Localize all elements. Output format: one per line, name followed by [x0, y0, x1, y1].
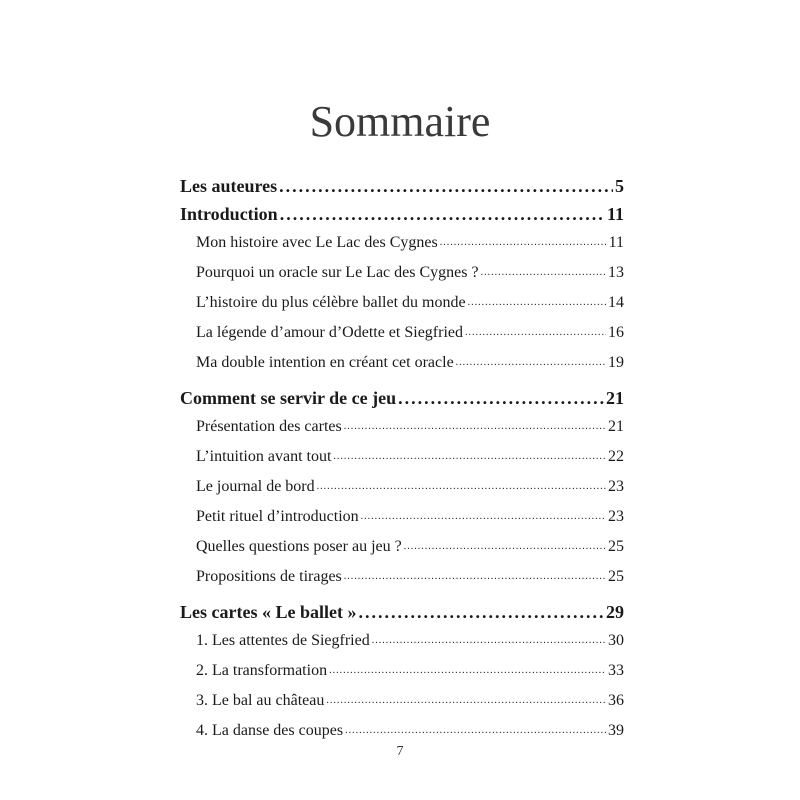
toc-entry-page: 16 — [608, 324, 624, 341]
dot-leader — [398, 384, 604, 412]
toc-entry-page: 22 — [608, 448, 624, 465]
table-of-contents — [180, 172, 624, 746]
dot-leader — [280, 200, 605, 228]
toc-entry-sub[interactable] — [180, 442, 624, 472]
dot-leader — [344, 562, 606, 592]
toc-entry-page: 5 — [615, 176, 624, 196]
toc-entry-sub[interactable] — [180, 686, 624, 716]
toc-entry-page: 36 — [608, 692, 624, 709]
toc-entry-sub[interactable] — [180, 532, 624, 562]
dot-leader — [326, 686, 606, 716]
dot-leader — [372, 626, 606, 656]
dot-leader — [333, 442, 606, 472]
toc-entry-sub[interactable] — [180, 318, 624, 348]
toc-entry-sub[interactable] — [180, 562, 624, 592]
toc-entry-page: 23 — [608, 508, 624, 525]
toc-entry-sub[interactable] — [180, 502, 624, 532]
toc-entry-label: Ma double intention en créant cet oracle — [196, 354, 454, 371]
toc-entry-label: 4. La danse des coupes — [196, 722, 344, 739]
dot-leader — [345, 716, 606, 746]
toc-entry-label: 2. La transformation — [196, 662, 328, 679]
toc-entry-label: La légende d’amour d’Odette et Siegfried — [196, 324, 463, 341]
toc-entry-page: 21 — [608, 418, 624, 435]
toc-entry-page: 29 — [606, 602, 624, 622]
toc-entry-page: 23 — [608, 478, 624, 495]
page-number: 7 — [396, 744, 404, 759]
toc-entry-sub[interactable] — [180, 626, 624, 656]
toc-entry-sub[interactable] — [180, 348, 624, 378]
toc-entry-sub[interactable] — [180, 288, 624, 318]
toc-entry-label: Petit rituel d’introduction — [196, 508, 359, 525]
toc-entry-label: Introduction — [180, 204, 278, 224]
toc-entry-sub[interactable] — [180, 412, 624, 442]
toc-entry-sub[interactable] — [180, 228, 624, 258]
toc-entry-page: 21 — [606, 388, 624, 408]
dot-leader — [404, 532, 606, 562]
toc-entry-label: 1. Les attentes de Siegfried — [196, 632, 370, 649]
dot-leader — [279, 172, 613, 200]
toc-entry-label: Propositions de tirages — [196, 568, 342, 585]
toc-entry-page: 39 — [608, 722, 624, 739]
toc-entry-sub[interactable] — [180, 258, 624, 288]
toc-entry-label: Les cartes « Le ballet » — [180, 602, 357, 622]
toc-entry-page: 30 — [608, 632, 624, 649]
toc-entry-page: 14 — [608, 294, 624, 311]
dot-leader — [440, 228, 607, 258]
toc-entry-main[interactable] — [180, 200, 624, 228]
toc-entry-main[interactable] — [180, 172, 624, 200]
dot-leader — [317, 472, 606, 502]
toc-entry-label: Comment se servir de ce jeu — [180, 388, 397, 408]
toc-entry-label: L’intuition avant tout — [196, 448, 332, 465]
toc-entry-page: 19 — [608, 354, 624, 371]
toc-entry-page: 33 — [608, 662, 624, 679]
toc-entry-page: 11 — [606, 204, 624, 224]
toc-entry-label: Pourquoi un oracle sur Le Lac des Cygnes ? — [196, 264, 479, 281]
toc-entry-main[interactable] — [180, 598, 624, 626]
toc-entry-main[interactable] — [180, 384, 624, 412]
toc-entry-label: Le journal de bord — [196, 478, 315, 495]
dot-leader — [481, 258, 606, 288]
toc-entry-page: 25 — [608, 538, 624, 555]
toc-entry-label: Présentation des cartes — [196, 418, 342, 435]
dot-leader — [344, 412, 606, 442]
dot-leader — [329, 656, 606, 686]
toc-entry-page: 11 — [608, 234, 624, 251]
page-title: Sommaire — [309, 97, 491, 146]
toc-entry-label: Les auteures — [180, 176, 278, 196]
dot-leader — [361, 502, 606, 532]
dot-leader — [468, 288, 606, 318]
toc-entry-label: Quelles questions poser au jeu ? — [196, 538, 402, 555]
toc-entry-sub[interactable] — [180, 656, 624, 686]
toc-entry-label: 3. Le bal au château — [196, 692, 325, 709]
toc-entry-page: 25 — [608, 568, 624, 585]
dot-leader — [465, 318, 606, 348]
toc-entry-page: 13 — [608, 264, 624, 281]
dot-leader — [456, 348, 606, 378]
toc-entry-sub[interactable] — [180, 716, 624, 746]
toc-entry-sub[interactable] — [180, 472, 624, 502]
toc-entry-label: Mon histoire avec Le Lac des Cygnes — [196, 234, 438, 251]
toc-entry-label: L’histoire du plus célèbre ballet du monde — [196, 294, 466, 311]
dot-leader — [358, 598, 604, 626]
